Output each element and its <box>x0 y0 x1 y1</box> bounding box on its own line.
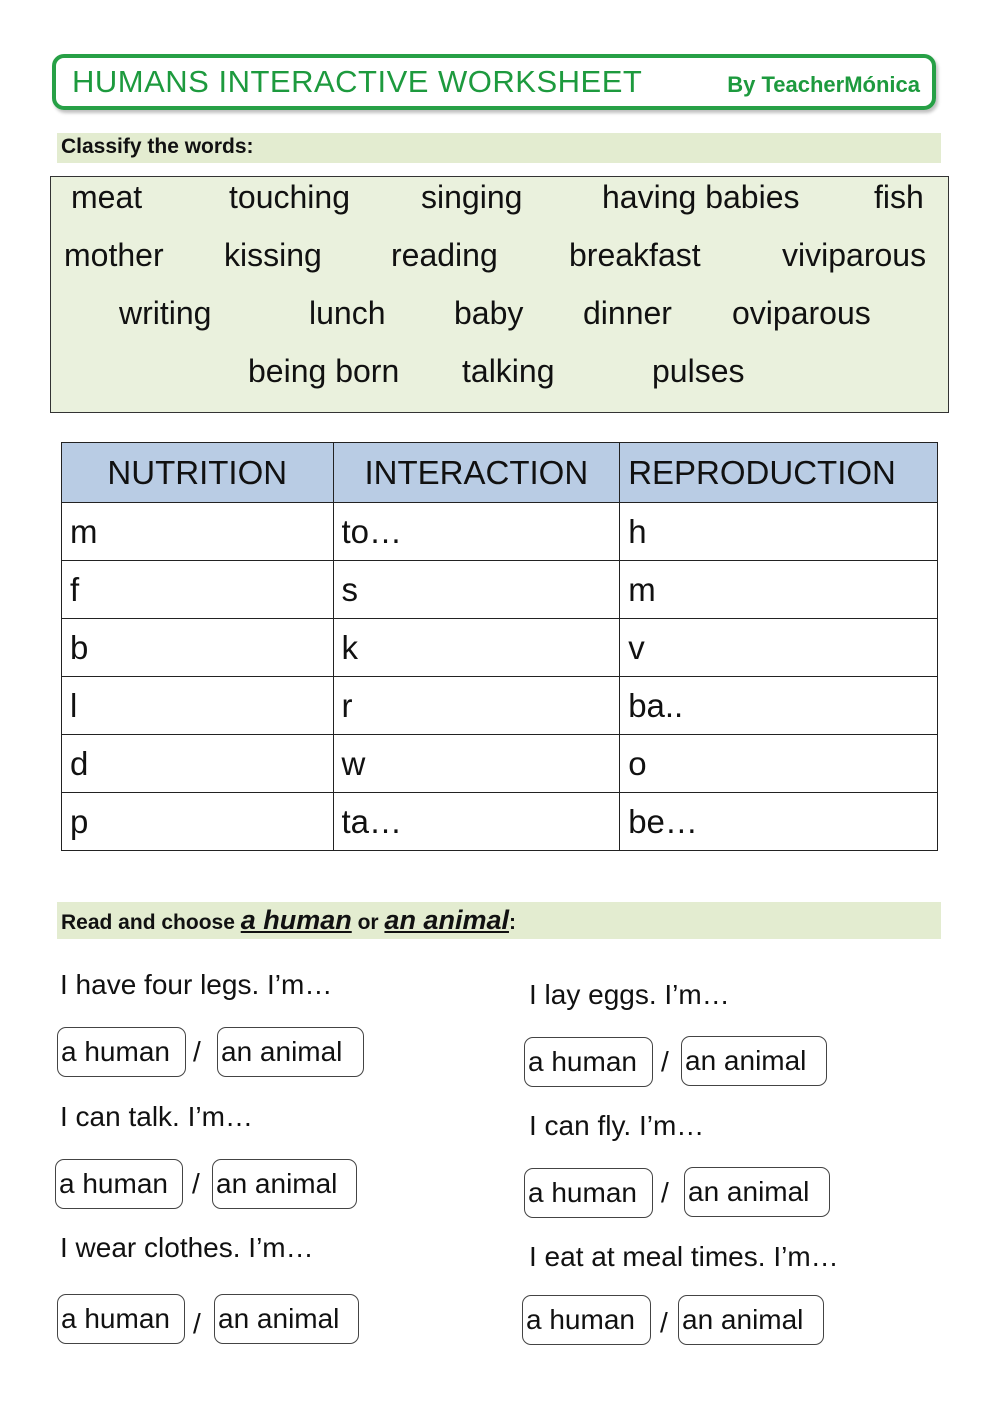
answer-cell[interactable]: d <box>62 735 334 793</box>
word-item[interactable]: lunch <box>309 295 386 331</box>
choice-separator: / <box>661 1177 669 1208</box>
classify-instruction: Classify the words: <box>57 133 941 163</box>
header-nutrition: NUTRITION <box>62 443 334 503</box>
choice-separator: / <box>193 1308 201 1339</box>
table-row <box>62 561 938 619</box>
choose-or: or <box>351 911 385 934</box>
answer-cell[interactable]: r <box>333 677 620 735</box>
answer-cell[interactable]: f <box>62 561 334 619</box>
word-item[interactable]: singing <box>421 179 523 215</box>
choose-option-human: a human <box>240 905 352 935</box>
table-row <box>62 735 938 793</box>
answer-cell[interactable]: s <box>333 561 620 619</box>
author-label: By TeacherMónica <box>727 72 920 97</box>
answer-cell[interactable]: l <box>62 677 334 735</box>
answer-cell[interactable]: b <box>62 619 334 677</box>
word-item[interactable]: viviparous <box>782 237 927 273</box>
question-text: I have four legs. I’m… <box>60 969 333 1000</box>
human-choice-button[interactable]: a human <box>524 1168 653 1218</box>
question-text: I can talk. I’m… <box>60 1101 253 1132</box>
human-choice-button[interactable]: a human <box>524 1037 653 1087</box>
animal-choice-button[interactable]: an animal <box>212 1159 357 1209</box>
answer-cell[interactable]: k <box>333 619 620 677</box>
animal-choice-button[interactable]: an animal <box>678 1295 824 1345</box>
choose-colon: : <box>508 911 516 934</box>
choice-separator: / <box>661 1046 669 1077</box>
choice-separator: / <box>192 1168 200 1199</box>
answer-cell[interactable]: p <box>62 793 334 851</box>
animal-choice-button[interactable]: an animal <box>214 1294 359 1344</box>
answer-cell[interactable]: be… <box>620 793 938 851</box>
human-choice-button[interactable]: a human <box>522 1295 651 1345</box>
table-row <box>62 619 938 677</box>
animal-choice-button[interactable]: an animal <box>681 1036 827 1086</box>
table-row <box>62 793 938 851</box>
word-item[interactable]: oviparous <box>732 295 871 331</box>
answer-cell[interactable]: o <box>620 735 938 793</box>
answer-cell[interactable]: m <box>62 503 334 561</box>
choose-instruction <box>57 902 941 939</box>
answer-cell[interactable]: h <box>620 503 938 561</box>
answer-cell[interactable]: ba.. <box>620 677 938 735</box>
choose-option-animal: an animal <box>384 905 509 935</box>
word-item[interactable]: mother <box>64 237 164 273</box>
word-item[interactable]: kissing <box>224 237 322 273</box>
answer-cell[interactable]: m <box>620 561 938 619</box>
question-text: I wear clothes. I’m… <box>60 1232 314 1263</box>
worksheet-title: HUMANS INTERACTIVE WORKSHEET <box>72 64 643 99</box>
word-item[interactable]: reading <box>391 237 498 273</box>
word-item[interactable]: writing <box>119 295 212 331</box>
table-row <box>62 677 938 735</box>
answer-cell[interactable]: v <box>620 619 938 677</box>
table-row <box>62 503 938 561</box>
word-item[interactable]: breakfast <box>569 237 701 273</box>
worksheet-title-box <box>52 54 936 110</box>
choose-prefix: Read and choose <box>61 911 241 934</box>
word-item[interactable]: fish <box>874 179 924 215</box>
question-text: I can fly. I’m… <box>529 1110 705 1141</box>
word-item[interactable]: baby <box>454 295 524 331</box>
classification-table <box>61 442 938 851</box>
human-choice-button[interactable]: a human <box>57 1294 185 1344</box>
answer-cell[interactable]: to… <box>333 503 620 561</box>
choice-separator: / <box>193 1036 201 1067</box>
word-item[interactable]: dinner <box>583 295 672 331</box>
word-item[interactable]: touching <box>229 179 350 215</box>
word-item[interactable]: having babies <box>602 179 800 215</box>
word-item[interactable]: being born <box>248 353 400 389</box>
choice-separator: / <box>660 1307 668 1338</box>
header-interaction: INTERACTION <box>333 443 620 503</box>
human-choice-button[interactable]: a human <box>55 1159 183 1209</box>
word-item[interactable]: pulses <box>652 353 745 389</box>
question-text: I eat at meal times. I’m… <box>529 1241 839 1272</box>
word-item[interactable]: meat <box>71 179 143 215</box>
answer-cell[interactable]: w <box>333 735 620 793</box>
table-header-row <box>62 443 938 503</box>
animal-choice-button[interactable]: an animal <box>217 1027 364 1077</box>
answer-cell[interactable]: ta… <box>333 793 620 851</box>
human-choice-button[interactable]: a human <box>57 1027 186 1077</box>
word-bank <box>50 176 949 413</box>
header-reproduction: REPRODUCTION <box>620 443 938 503</box>
word-item[interactable]: talking <box>462 353 555 389</box>
animal-choice-button[interactable]: an animal <box>684 1167 830 1217</box>
question-text: I lay eggs. I’m… <box>529 979 730 1010</box>
